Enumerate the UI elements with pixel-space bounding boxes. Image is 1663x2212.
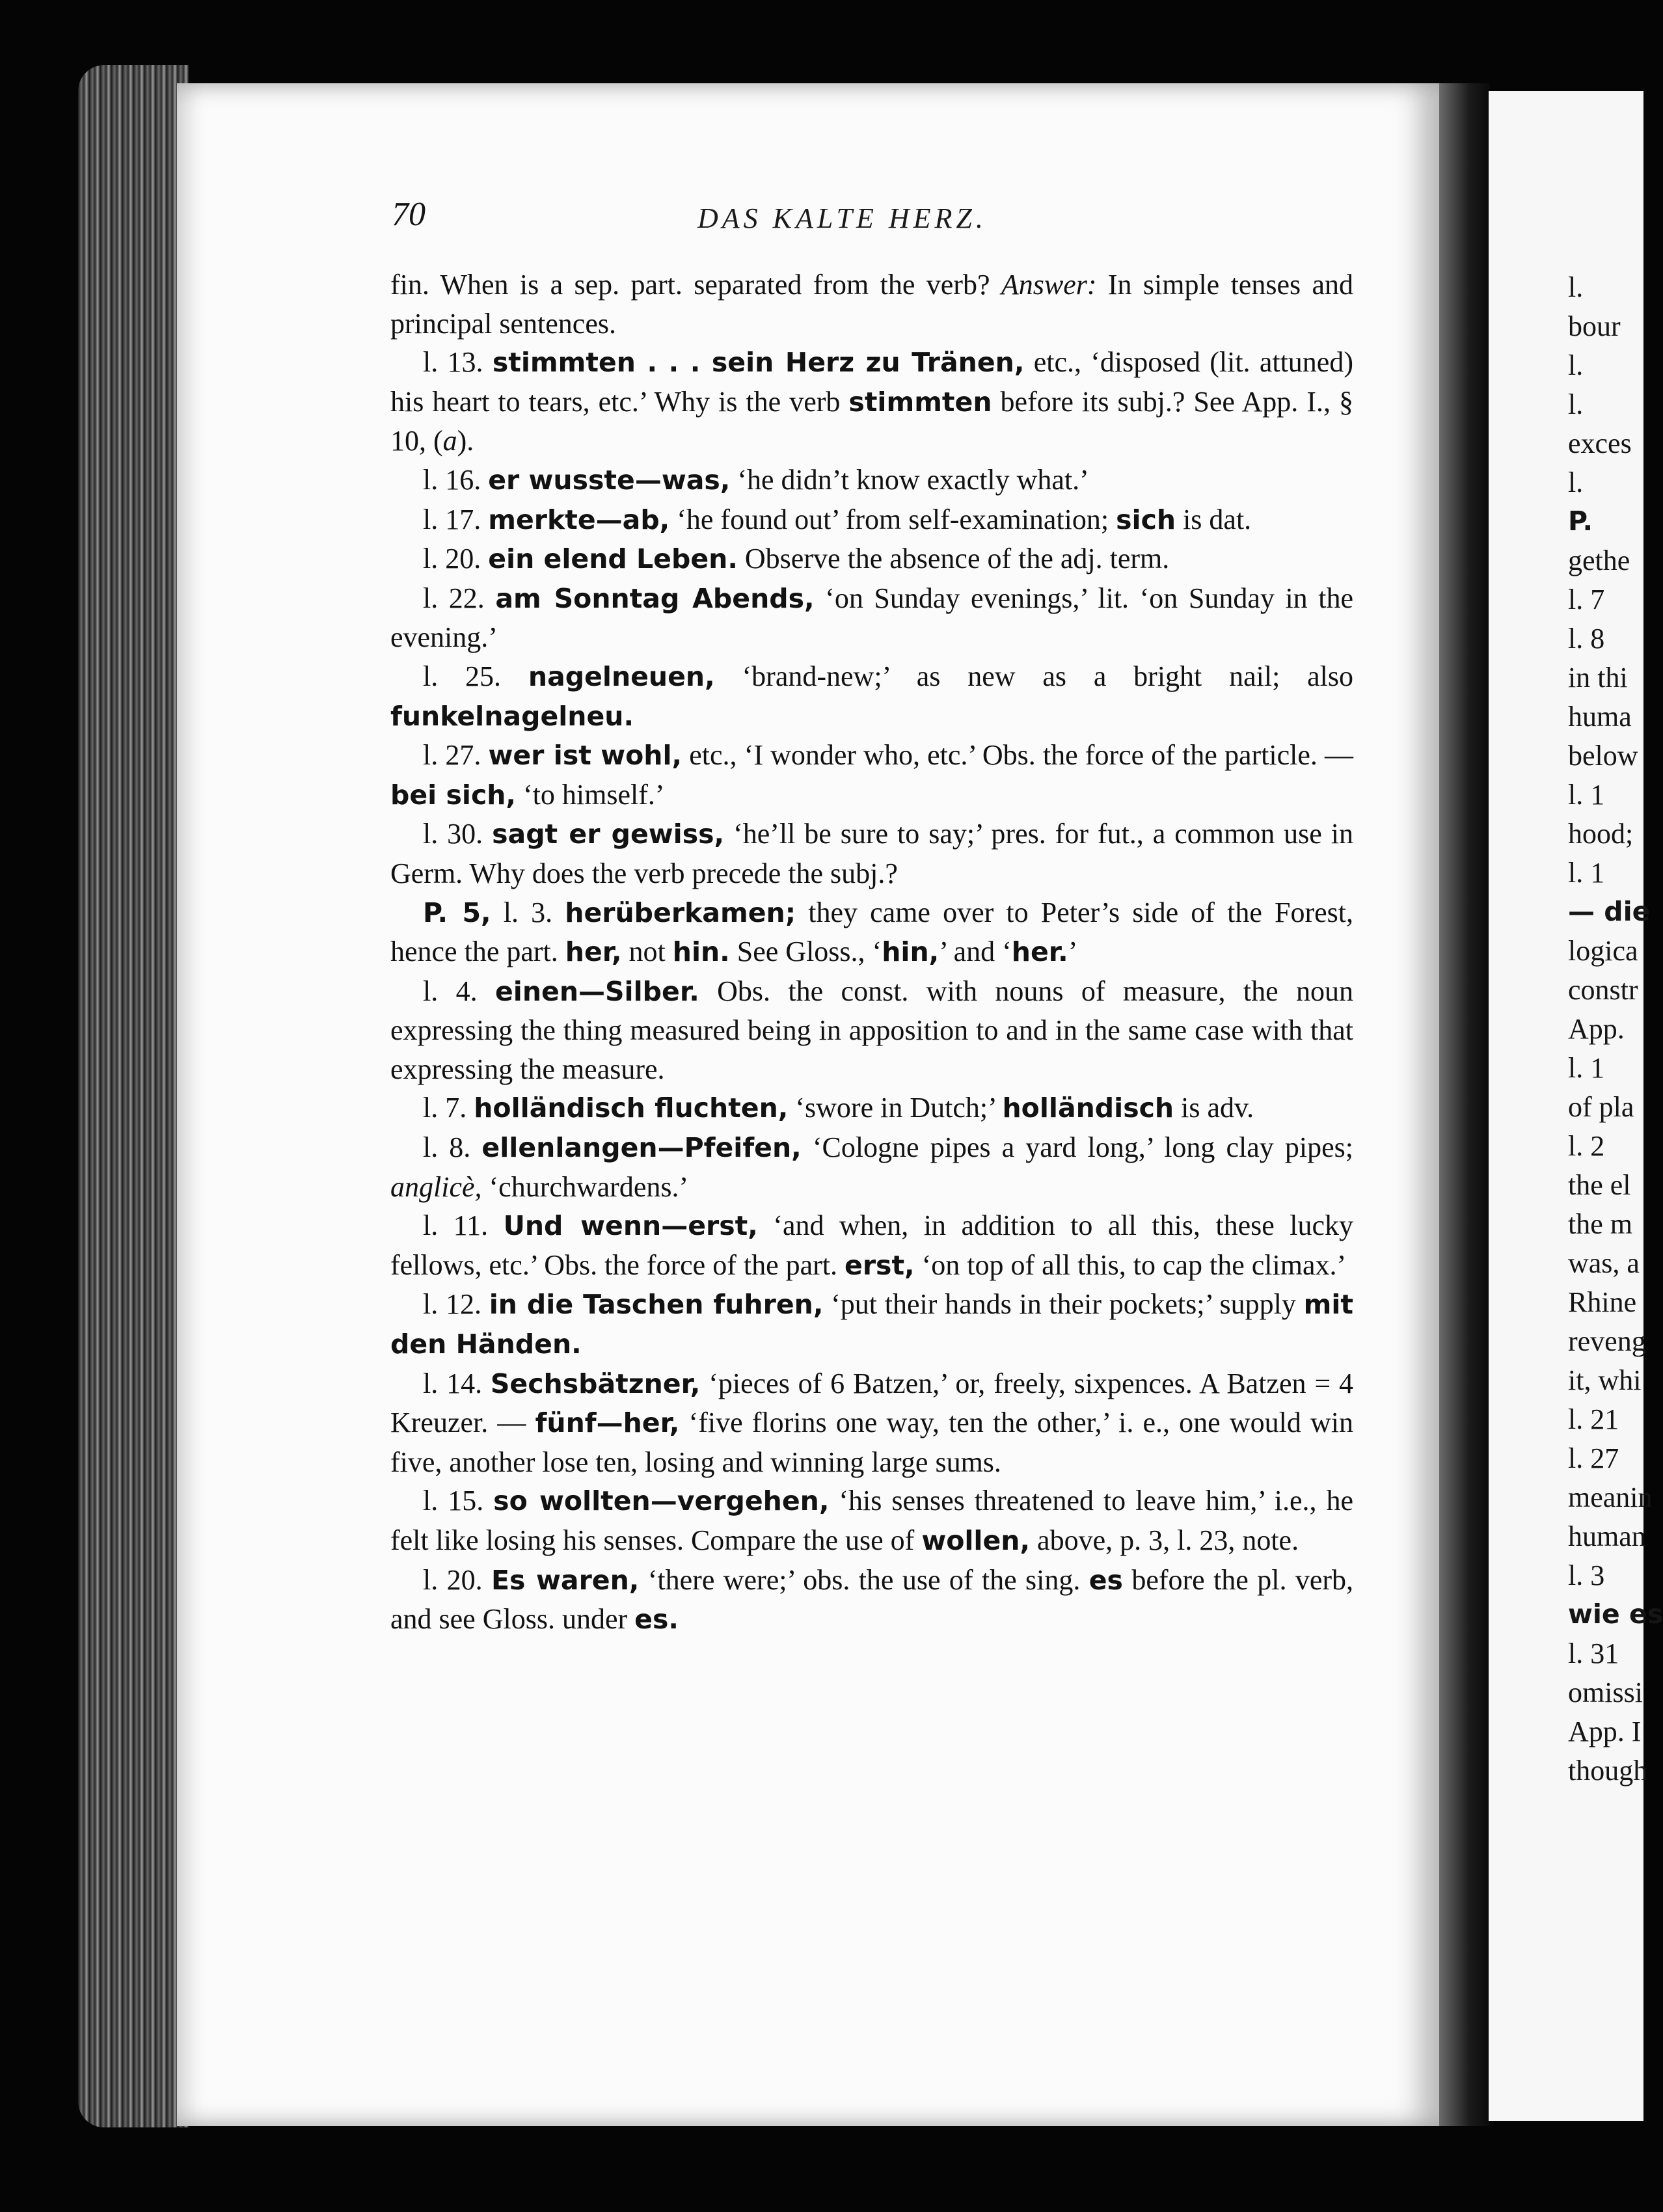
facing-page-fragment: l. 2	[1568, 1130, 1605, 1162]
note-text: ‘he didn’t know exactly what.’	[730, 463, 1089, 496]
note-text: l. 4.	[423, 975, 495, 1007]
note-paragraph	[390, 657, 1353, 736]
facing-page-fragment: gethe	[1568, 545, 1630, 576]
german-term: Es waren,	[491, 1564, 640, 1596]
note-text: ‘and when, in addition to all this, these lucky fellows, etc.’ Obs. the force of the part.	[390, 1209, 1353, 1281]
facing-page-fragment: Rhine	[1568, 1286, 1637, 1318]
note-text: l. 14.	[423, 1367, 491, 1399]
note-text: ‘there were;’ obs. the use of the sing.	[639, 1563, 1089, 1596]
page-header	[392, 195, 1353, 241]
german-term: herüberkamen;	[565, 897, 796, 928]
facing-page-fragment: l. 1	[1568, 779, 1605, 811]
italic-text: Answer:	[1001, 269, 1097, 301]
note-text: ’	[1068, 936, 1078, 968]
facing-page-fragment: l. 31	[1568, 1638, 1619, 1669]
note-text: l. 15.	[423, 1485, 494, 1517]
page-number: 70	[392, 196, 426, 233]
german-term: einen—Silber.	[494, 975, 699, 1007]
note-text: is dat.	[1176, 503, 1252, 535]
facing-page-fragment: reveng	[1568, 1325, 1646, 1357]
german-term: Und wenn—erst,	[503, 1210, 758, 1242]
note-text: ).	[457, 425, 474, 457]
note-paragraph	[390, 815, 1353, 893]
note-paragraph	[390, 1364, 1353, 1482]
note-text: ‘his senses threatened to leave him,’ i.e., he felt like losing his senses. Compare the use of	[390, 1485, 1353, 1556]
facing-page-fragment: l. 27	[1568, 1442, 1619, 1474]
german-term: her,	[565, 936, 622, 968]
facing-page-fragment: l.	[1568, 388, 1584, 420]
german-term: holländisch	[1002, 1092, 1174, 1124]
italic-text: a	[442, 425, 457, 457]
note-text: is adv.	[1174, 1092, 1254, 1124]
note-text: before its subj.? See App. I., § 10, (	[390, 385, 1353, 457]
italic-text: anglicè,	[390, 1170, 482, 1203]
facing-page-fragment: was, a	[1568, 1247, 1640, 1279]
facing-page-fragment: though	[1568, 1755, 1648, 1787]
note-text: before the pl. verb, and see Gloss. under	[390, 1563, 1353, 1636]
note-text: ‘Cologne pipes a yard long,’ long clay pipes;	[801, 1131, 1353, 1164]
note-text: ‘pieces of 6 Batzen,’ or, freely, sixpences. A Batzen = 4 Kreuzer. —	[390, 1367, 1353, 1439]
facing-page-fragment: huma	[1568, 701, 1632, 733]
german-term: sich	[1116, 504, 1176, 535]
german-term: nagelneuen,	[528, 660, 715, 692]
facing-page-fragment: l. 21	[1568, 1403, 1619, 1435]
facing-page-fragment: it, whi	[1568, 1364, 1642, 1396]
facing-page-fragment: l. 8	[1568, 623, 1605, 654]
german-term: er wusste—was,	[488, 464, 731, 496]
note-text: See Gloss., ‘	[729, 936, 882, 968]
note-text: l. 11.	[423, 1209, 504, 1242]
note-text: l. 27.	[423, 739, 489, 772]
note-text: ‘he found out’ from self-examination;	[669, 503, 1116, 535]
facing-page-fragment: in thi	[1568, 662, 1628, 694]
facing-page-fragment: exces	[1568, 427, 1632, 459]
german-term: merkte—ab,	[488, 504, 670, 535]
german-term: wollen,	[921, 1525, 1031, 1556]
note-paragraph	[390, 539, 1353, 579]
facing-page-fragment: human	[1568, 1520, 1646, 1552]
note-text: they came over to Peter’s side of the Forest, hence the part.	[390, 896, 1353, 968]
german-term: her.	[1011, 936, 1068, 968]
facing-page-fragment: the el	[1568, 1169, 1631, 1201]
note-paragraph	[390, 972, 1353, 1089]
note-text: Observe the absence of the adj. term.	[737, 543, 1170, 575]
note-text: ‘on Sunday evenings,’ lit. ‘on Sunday in the evening.’	[390, 582, 1353, 654]
note-text: ‘he’ll be sure to say;’ pres. for fut., a common use in Germ. Why does the verb precede the subj.?	[390, 818, 1353, 889]
note-paragraph	[390, 461, 1353, 500]
notes-text	[390, 265, 1353, 1639]
note-paragraph	[390, 736, 1353, 815]
note-text: l. 20.	[423, 1563, 491, 1596]
facing-page-fragment: l.	[1568, 271, 1584, 303]
note-paragraph	[390, 893, 1353, 972]
note-paragraph	[390, 1088, 1353, 1128]
german-term: bei sich,	[390, 779, 517, 811]
note-text: l. 25.	[423, 660, 528, 692]
facing-page-fragment: App. I	[1568, 1716, 1642, 1747]
facing-page-fragment: P.	[1568, 506, 1593, 537]
note-text: etc., ‘I wonder who, etc.’ Obs. the force of the particle. —	[682, 739, 1353, 772]
facing-page-fragment: the m	[1568, 1208, 1632, 1240]
german-term: stimmten . . . sein Herz zu Tränen,	[492, 347, 1025, 379]
note-paragraph	[390, 1206, 1353, 1285]
note-text: ‘swore in Dutch;’	[788, 1092, 1003, 1124]
german-term: Sechsbätzner,	[490, 1368, 701, 1399]
note-text: l. 12.	[423, 1288, 489, 1321]
facing-page-fragment: omissi	[1568, 1677, 1643, 1708]
note-text: Obs. the const. with nouns of measure, the noun expressing the thing measured being in apposition to and in the same case with that expressing the measure.	[390, 975, 1354, 1085]
german-term: erst,	[845, 1249, 915, 1281]
note-paragraph	[390, 579, 1353, 657]
running-title: DAS KALTE HERZ.	[697, 202, 987, 234]
facing-page-fragment: bour	[1568, 310, 1621, 342]
note-text: l. 20.	[423, 543, 489, 575]
facing-page-fragment: l. 1	[1568, 1052, 1605, 1084]
german-term: hin.	[672, 936, 730, 968]
note-text: above, p. 3, l. 23, note.	[1030, 1524, 1299, 1556]
facing-page-fragment: l.	[1568, 349, 1584, 381]
german-term: fünf—her,	[535, 1407, 680, 1439]
note-paragraph	[390, 1285, 1353, 1364]
note-text: In simple tenses and principal sentences.	[390, 269, 1353, 340]
german-term: P. 5,	[423, 897, 491, 928]
german-term: am Sonntag Abends,	[495, 582, 815, 614]
german-term: es	[1088, 1564, 1123, 1596]
note-text: ‘put their hands in their pockets;’ supply	[823, 1288, 1304, 1321]
note-text: l. 3.	[491, 896, 565, 928]
note-text: not	[621, 936, 673, 968]
note-text: l. 8.	[423, 1131, 482, 1164]
german-term: holländisch fluchten,	[474, 1092, 789, 1124]
book-gutter	[1439, 83, 1490, 2126]
note-paragraph	[390, 1481, 1353, 1560]
note-text: l. 30.	[423, 818, 493, 850]
note-text: ‘to himself.’	[516, 778, 665, 811]
german-term: funkelnagelneu.	[390, 700, 634, 732]
facing-page-fragment: l. 3	[1568, 1559, 1605, 1591]
facing-page-fragment: of pla	[1568, 1091, 1634, 1123]
german-term: mit den Händen.	[390, 1289, 1353, 1360]
german-term: stimmten	[848, 386, 992, 418]
facing-page-fragment: App.	[1568, 1013, 1625, 1045]
page-stack-edges	[78, 65, 189, 2127]
facing-page-fragment: wie es	[1568, 1598, 1663, 1630]
german-term: so wollten—vergehen,	[493, 1485, 830, 1517]
facing-page-fragment: hood;	[1568, 818, 1634, 850]
german-term: wer ist wohl,	[488, 740, 683, 772]
note-text: ‘five florins one way, ten the other,’ i. e., one would win five, another lose ten, losing and winning large sums.	[390, 1407, 1353, 1478]
note-paragraph	[390, 265, 1353, 343]
note-paragraph	[390, 1561, 1353, 1639]
note-text: l. 17.	[423, 503, 489, 535]
note-text: l. 22.	[423, 582, 496, 614]
note-text: ‘brand-new;’ as new as a bright nail; also	[714, 660, 1353, 692]
german-term: in die Taschen fuhren,	[489, 1289, 824, 1321]
note-text: ‘churchwardens.’	[481, 1170, 689, 1203]
note-text: ‘on top of all this, to cap the climax.’	[914, 1248, 1347, 1281]
facing-page-fragment: l. 7	[1568, 584, 1605, 615]
german-term: ein elend Leben.	[488, 543, 738, 575]
german-term: es.	[634, 1604, 679, 1636]
note-text: fin. When is a sep. part. separated from the verb?	[390, 269, 1001, 301]
german-term: ellenlangen—Pfeifen,	[481, 1132, 802, 1164]
facing-page-fragment: below	[1568, 740, 1638, 772]
note-text: etc., ‘disposed (lit. attuned) his heart to tears, etc.’ Why is the verb	[390, 346, 1353, 418]
facing-page-fragment: meanin	[1568, 1481, 1653, 1513]
note-text: l. 13.	[423, 346, 493, 379]
note-text: l. 7.	[423, 1092, 474, 1124]
facing-page-fragment: l. 1	[1568, 857, 1605, 889]
note-paragraph	[390, 343, 1353, 461]
facing-page-fragment: l.	[1568, 466, 1584, 498]
note-paragraph	[390, 1128, 1353, 1206]
note-text: ’ and ‘	[939, 936, 1012, 968]
note-text: l. 16.	[423, 463, 489, 496]
note-paragraph	[390, 500, 1353, 540]
facing-page-fragment: constr	[1568, 974, 1638, 1006]
facing-page-fragment: logica	[1568, 935, 1638, 967]
facing-page-fragment: — die	[1568, 896, 1651, 927]
german-term: sagt er gewiss,	[492, 818, 725, 850]
german-term: hin,	[882, 936, 940, 968]
